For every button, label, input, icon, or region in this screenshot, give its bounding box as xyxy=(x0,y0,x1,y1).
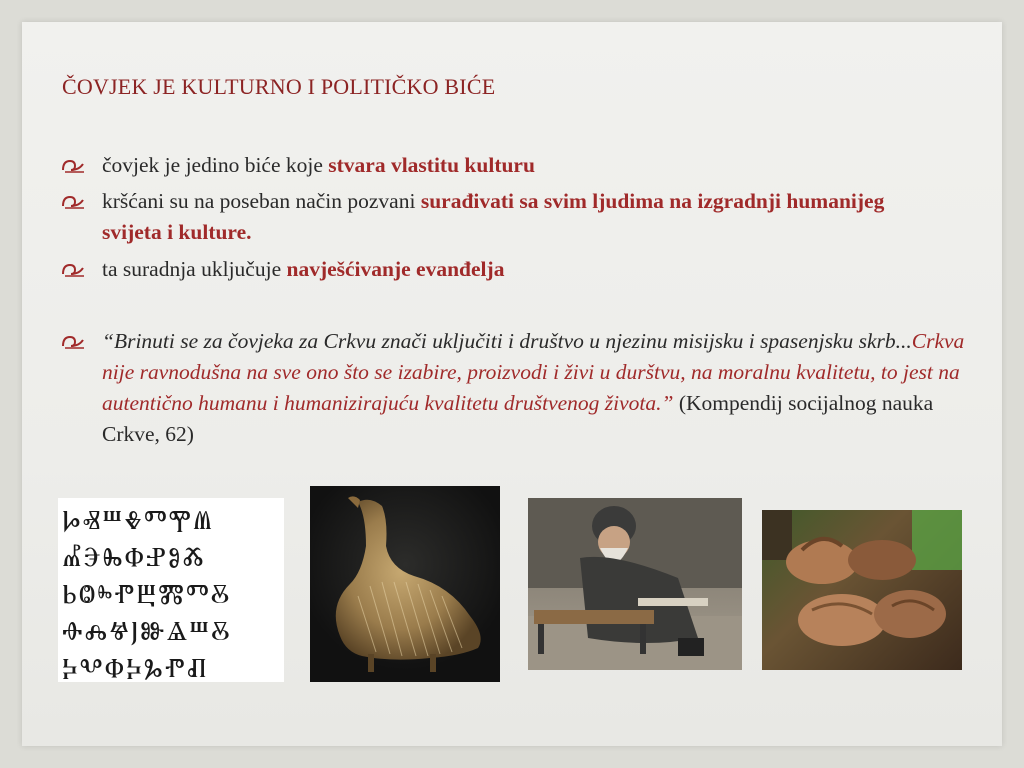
bullet-2-highlight: surađivati sa svim ljudima na izgradnji humanijeg svijeta i kulture. xyxy=(102,189,885,244)
bullet-1-highlight: stvara vlastitu kulturu xyxy=(328,153,535,177)
bullet-icon xyxy=(60,260,88,280)
bullet-quote xyxy=(60,326,965,450)
slide-title: ČOVJEK JE KULTURNO I POLITIČKO BIĆE xyxy=(62,74,496,99)
bullet-icon xyxy=(60,332,88,352)
bullet-2-plain: kršćani su na poseban način pozvani xyxy=(102,189,421,213)
glagolitic-row: ⰍⰂⰗⰍⰃⰒⰚ xyxy=(62,653,209,682)
glagolitic-row: ⰘⰟⰞⰇⰕⰉⰮ xyxy=(62,505,214,536)
bullet-1-plain: čovjek je jedino biće koje xyxy=(102,153,329,177)
quote-source: (Kompendij socijalnog nauka Crkve, 62) xyxy=(102,391,934,446)
bullet-icon xyxy=(60,156,88,176)
glagolitic-script-image xyxy=(58,498,284,682)
glagolitic-row: ⰓⰙⰸⰒⰁⰏⰕⰋ xyxy=(62,579,232,610)
bullet-icon xyxy=(60,192,88,212)
glagolitic-row: ⰪⰎⰝⰬⰖⰡⰞⰋ xyxy=(62,616,232,647)
glagolitic-row: ⰌⰅⰈⰗⰐⰑⰆ xyxy=(62,542,206,573)
quote-part1: “Brinuti se za čovjeka za Crkvu znači uključiti i društvo u njezinu misijsku i spasenjsku skrb... xyxy=(102,329,912,353)
slide xyxy=(22,22,1002,746)
bullet-3-highlight: navješćivanje evanđelja xyxy=(286,257,505,281)
homeless-man-photo xyxy=(528,498,742,670)
ceramic-bird-photo xyxy=(310,486,500,682)
bullet-3 xyxy=(60,254,960,285)
bullet-2 xyxy=(60,186,960,248)
bullet-1 xyxy=(60,150,960,181)
hands-photo xyxy=(762,510,962,670)
quote-part2: Crkva nije ravnodušna na sve ono što se izabire, proizvodi i živi u durštvu, na moralnu kvalitetu, to jest na autentično humanu i humanizirajuću kvalitetu društvenog života.” xyxy=(102,329,965,415)
bullet-3-plain: ta suradnja uključuje xyxy=(102,257,287,281)
